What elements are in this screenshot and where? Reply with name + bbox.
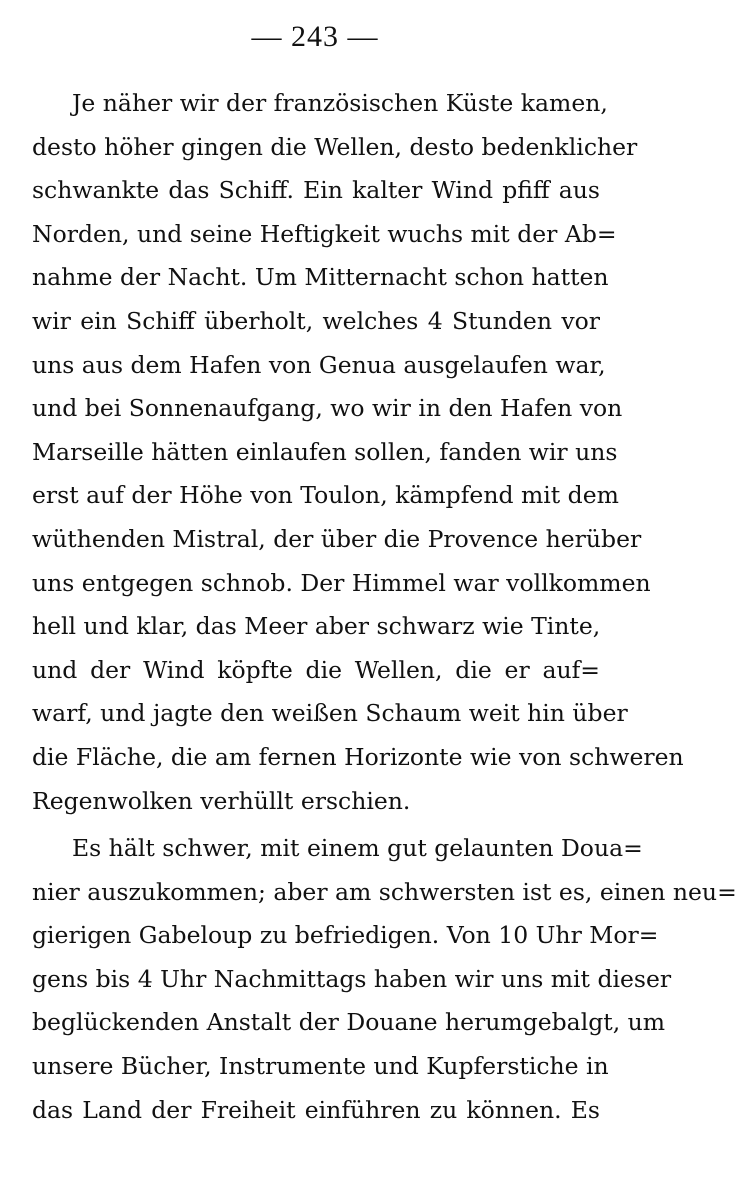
- text-line: Je näher wir der französischen Küste kamen,: [72, 89, 608, 117]
- text-line: unsere Bücher, Instrumente und Kupferstiche in: [32, 1052, 609, 1081]
- text-body: [32, 82, 737, 1132]
- text-line: nahme der Nacht. Um Mitternacht schon hatten: [32, 263, 609, 292]
- text-line: gens bis 4 Uhr Nachmittags haben wir uns mit dieser: [32, 964, 672, 993]
- text-line: beglückenden Anstalt der Douane herumgebalgt, um: [32, 1008, 666, 1037]
- text-line: und der Wind köpfte die Wellen, die er auf=: [32, 655, 600, 684]
- text-line: Marseille hätten einlaufen sollen, fanden wir uns: [32, 437, 618, 466]
- text-line: und bei Sonnenaufgang, wo wir in den Hafen von: [32, 394, 623, 423]
- text-line: desto höher gingen die Wellen, desto bedenklicher: [32, 132, 638, 161]
- text-line: schwankte das Schiff. Ein kalter Wind pfiff aus: [32, 176, 600, 205]
- text-line: uns aus dem Hafen von Genua ausgelaufen war,: [32, 350, 606, 379]
- text-line: nier auszukommen; aber am schwersten ist es, einen neu=: [32, 877, 737, 906]
- text-line: gierigen Gabeloup zu befriedigen. Von 10 Uhr Mor=: [32, 921, 659, 950]
- text-line: warf, und jagte den weißen Schaum weit hin über: [32, 699, 628, 728]
- text-line: erst auf der Höhe von Toulon, kämpfend mit dem: [32, 481, 619, 510]
- text-line: Es hält schwer, mit einem gut gelaunten Doua=: [72, 834, 643, 863]
- text-line: wir ein Schiff überholt, welches 4 Stunden vor: [32, 306, 600, 335]
- text-line: Regenwolken verhüllt erschien.: [32, 786, 411, 815]
- text-line: uns entgegen schnob. Der Himmel war vollkommen: [32, 568, 651, 597]
- paragraph-1: [32, 82, 684, 823]
- text-line: die Fläche, die am fernen Horizonte wie von schweren: [32, 742, 684, 771]
- text-line: hell und klar, das Meer aber schwarz wie Tinte,: [32, 612, 601, 641]
- text-line: Norden, und seine Heftigkeit wuchs mit der Ab=: [32, 219, 617, 248]
- text-line: wüthenden Mistral, der über die Provence herüber: [32, 524, 642, 553]
- text-line: das Land der Freiheit einführen zu können. Es: [32, 1095, 600, 1124]
- paragraph-2: [32, 827, 737, 1132]
- page-number: — 243 —: [251, 20, 379, 53]
